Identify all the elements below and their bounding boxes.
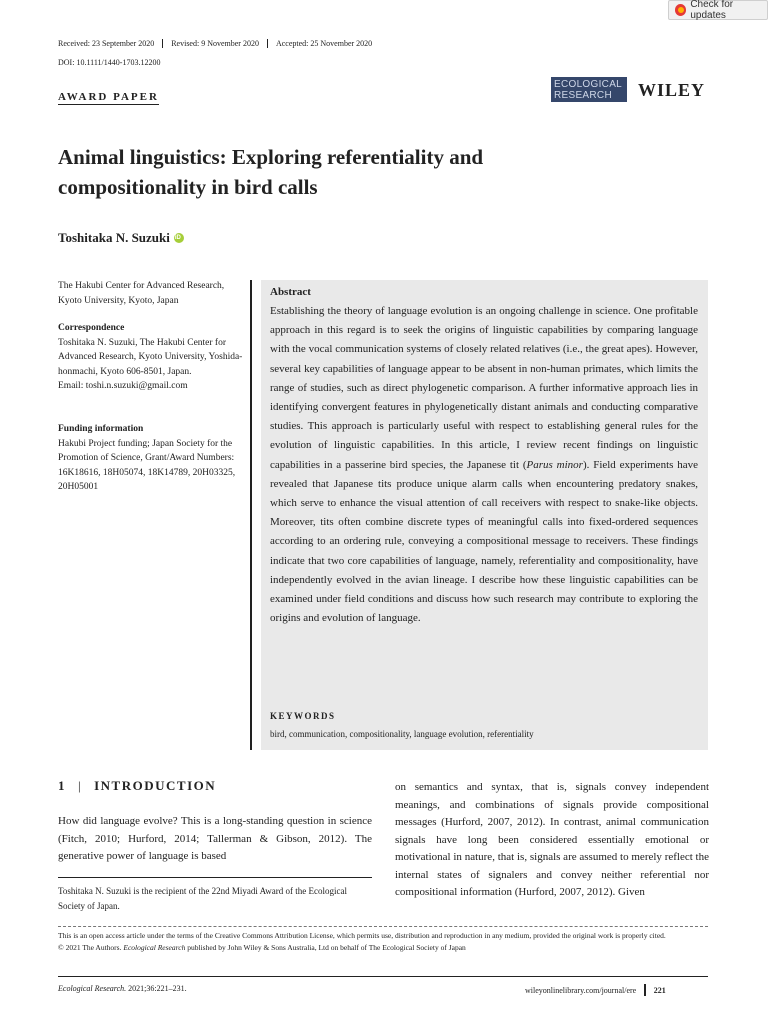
correspondence-heading: Correspondence (58, 323, 125, 333)
orcid-icon[interactable] (174, 233, 184, 243)
license-text: This is an open access article under the terms of the Creative Commons Attribution License, which permits use, distribution and reproduction in any medium, provided the original work is properly cited. (58, 931, 666, 940)
article-type: AWARD PAPER (58, 91, 159, 103)
section-number: 1 (58, 778, 66, 793)
funding-text: Hakubi Project funding; Japan Society for the Promotion of Science, Grant/Award Numbers: 16K18616, 18H05074, 18K14789, 20H03325, 20H05001 (58, 438, 236, 492)
correspondence-email[interactable]: Email: toshi.n.suzuki@gmail.com (58, 381, 188, 391)
copyright-pre: © 2021 The Authors. (58, 943, 124, 952)
copyright-line (58, 942, 708, 954)
footer-journal: Ecological Research. (58, 984, 127, 993)
section-separator: | (78, 778, 83, 793)
journal-logo-line2: RESEARCH (554, 90, 612, 101)
correspondence-block (58, 321, 244, 394)
funding-block (58, 422, 244, 495)
publication-history (58, 39, 380, 48)
received-date: Received: 23 September 2020 (58, 39, 163, 48)
check-for-updates-button[interactable] (668, 0, 768, 20)
author-name[interactable]: Toshitaka N. Suzuki (58, 230, 170, 245)
journal-logo-line1: ECOLOGICAL (554, 79, 623, 90)
abstract-part2: ). Field experiments have revealed that Japanese tits produce unique alarm calls when encountering predatory snakes, which serve to enhance the visual attention of call receivers with respect to snake-like objects. Moreover, tits often combine discrete types of meaningful calls into fixed-ordered sequences according to an ordering rule, conveying a compositional message to receivers. These findings indicate that two core capabilities of language, namely, referentiality and compositionality, have independently evolved in the avian lineage. I describe how these linguistic capabilities can be examined under field conditions and discuss how such research may contribute to exploring the origins and evolution of language. (270, 458, 698, 625)
copyright-post: published by John Wiley & Sons Australia, Ltd on behalf of The Ecological Society of Japan (185, 943, 466, 952)
keywords-heading: KEYWORDS (270, 711, 336, 721)
affiliation: The Hakubi Center for Advanced Research, Kyoto University, Kyoto, Japan (58, 281, 225, 306)
footnote: Toshitaka N. Suzuki is the recipient of the 22nd Miyadi Award of the Ecological Society of Japan. (58, 886, 347, 911)
author-line (58, 230, 184, 246)
copyright-journal: Ecological Research (123, 943, 186, 952)
abstract-divider (250, 280, 252, 750)
check-for-updates-label: Check for updates (690, 0, 734, 21)
footer-citation-text: 2021;36:221–231. (126, 984, 187, 993)
abstract-text (270, 302, 698, 628)
body-text-left: How did language evolve? This is a long-standing question in science (Fitch, 2010; Hurford, 2014; Tallerman & Gibson, 2012). The generative power of language is based (58, 815, 372, 862)
body-text-right: on semantics and syntax, that is, signals convey independent meanings, and combinations of signals provide compositional messages (Hurford, 2007, 2012). In contrast, animal communication signals have long been considered essentially emotional or motivational in nature, that is, signals are assumed to merely reflect the internal states of signalers and convey neither referential nor compositional information (Hurford, 2007, 2012). Given (395, 781, 709, 898)
doi[interactable]: DOI: 10.1111/1440-1703.12200 (58, 58, 161, 67)
license-block (58, 930, 708, 954)
revised-date: Revised: 9 November 2020 (163, 39, 268, 48)
funding-heading: Funding information (58, 424, 144, 434)
footer-right (525, 984, 666, 996)
accepted-date: Accepted: 25 November 2020 (275, 39, 373, 48)
footer-citation (58, 984, 187, 993)
section-title: INTRODUCTION (94, 778, 217, 793)
footer-rule (58, 976, 708, 977)
keywords-text: bird, communication, compositionality, language evolution, referentiality (270, 729, 534, 739)
license-rule (58, 926, 708, 927)
journal-logo[interactable] (551, 77, 627, 102)
correspondence-text: Toshitaka N. Suzuki, The Hakubi Center for Advanced Research, Kyoto University, Yoshida-honmachi, Kyoto 606-8501, Japan. (58, 337, 243, 377)
crossmark-icon (675, 4, 686, 16)
publisher-logo[interactable]: WILEY (638, 80, 706, 100)
journal-url[interactable]: wileyonlinelibrary.com/journal/ere (525, 985, 637, 995)
footnote-rule (58, 877, 372, 878)
article-title: Animal linguistics: Exploring referentiality and compositionality in bird calls (58, 145, 484, 199)
abstract-heading: Abstract (270, 286, 311, 298)
section-heading (58, 778, 216, 794)
abstract-part1: Establishing the theory of language evolution is an ongoing challenge in science. One profitable approach in this regard is to seek the origins of linguistic capabilities by comparing language with the vocal communication systems of closely related relatives (i.e., the great apes). However, several key capabilities of language appear to be absent in non-human primates, which limits the range of studies, such as direct phylogenetic comparison. A further informative approach lies in identifying convergent features in phylogenetically distant animals and conducting comparative studies. This approach is particularly useful with respect to establishing general rules for the evolution of linguistic capabilities. In this article, I review recent findings on linguistic capabilities in a passerine bird species, the Japanese tit ( (270, 305, 698, 471)
page-number: 221 (653, 985, 666, 995)
abstract-species: Parus minor (526, 458, 583, 471)
footer-divider (644, 984, 646, 996)
